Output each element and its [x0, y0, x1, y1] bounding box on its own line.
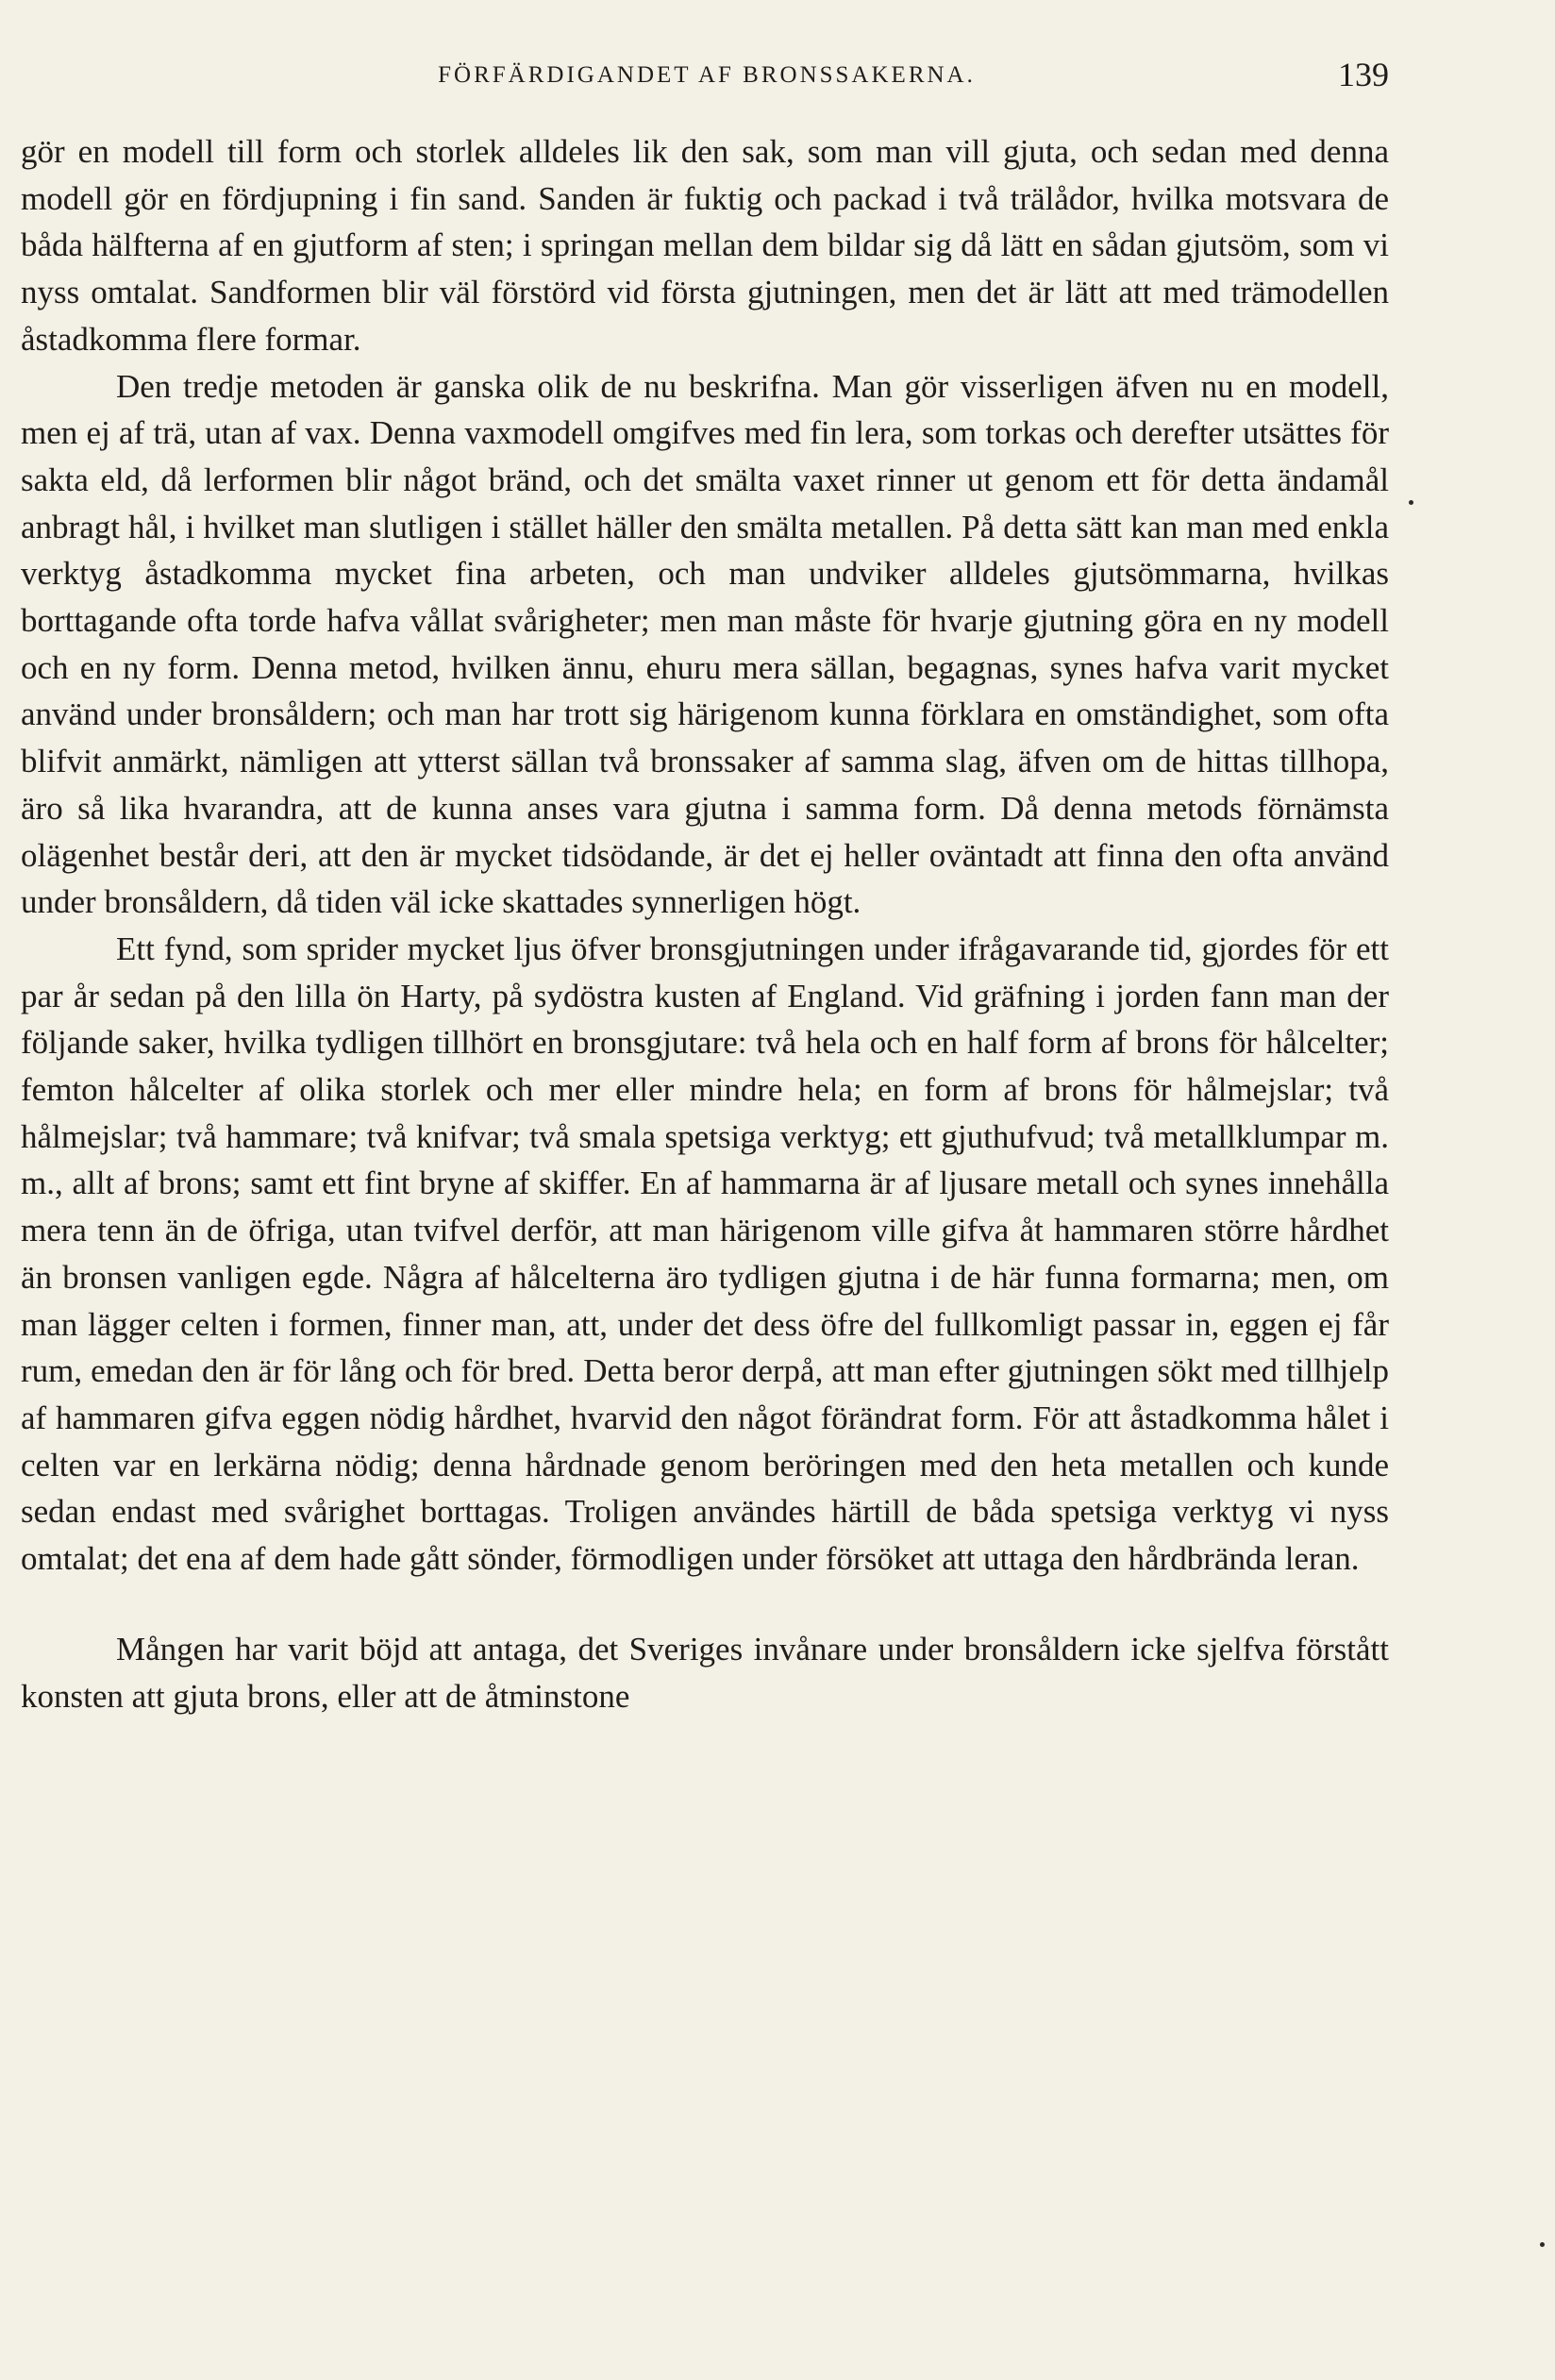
- paragraph-harty-find: Ett fynd, som sprider mycket ljus öfver bronsgjutningen under ifrågavarande tid, gjordes för ett par år sedan på den lilla ön Harty, på sydöstra kusten af England. Vid gräfning i jorden fann man der följande saker, hvilka tydligen tillhört en bronsgjutare: två hela och en half form af brons för hålcelter; femton hålcelter af olika storlek och mer eller mindre hela; en form af brons för hålmejslar; två hålmejslar; två hammare; två knifvar; två smala spetsiga verktyg; ett gjuthufvud; två metallklumpar m. m., allt af brons; samt ett fint bryne af skiffer. En af hammarna är af ljusare metall och synes innehålla mera tenn än de öfriga, utan tvifvel derför, att man härigenom ville gifva åt hammaren större hårdhet än bronsen vanligen egde. Några af hålcelterna äro tydligen gjutna i de här funna formarna; men, om man lägger celten i formen, finner man, att, under det dess öfre del fullkomligt passar in, eggen ej får rum, emedan den är för lång och för bred. Detta beror derpå, att man efter gjutningen sökt med tillhjelp af hammaren gifva eggen nödig hårdhet, hvarvid den något förändrat form. För att åstadkomma hålet i celten var en lerkärna nödig; denna hårdnade genom beröringen med den heta metallen och kunde sedan endast med svårighet borttagas. Troligen användes härtill de båda spetsiga verktyg vi nyss omtalat; det ena af dem hade gått sönder, förmodligen under försöket att uttaga den hårdbrända leran.: [21, 930, 1389, 1578]
- body-text: [21, 128, 1389, 1719]
- page-number: 139: [1338, 56, 1389, 93]
- paragraph-continued: gör en modell till form och storlek alldeles lik den sak, som man vill gjuta, och sedan med denna modell gör en fördjupning i fin sand. Sanden är fuktig och packad i två trälådor, hvilka motsvara de båda hälfterna af en gjutform af sten; i springan mellan dem bildar sig då lätt en sådan gjutsöm, som vi nyss omtalat. Sandformen blir väl förstörd vid första gjutningen, men det är lätt att med trämodellen åstadkomma flere formar.: [21, 133, 1389, 358]
- paragraph-third-method: Den tredje metoden är ganska olik de nu beskrifna. Man gör visserligen äfven nu en modell, men ej af trä, utan af vax. Denna vaxmodell omgifves med fin lera, som torkas och derefter utsättes för sakta eld, då lerformen blir något bränd, och det smälta vaxet rinner ut genom ett för detta ändamål anbragt hål, i hvilket man slutligen i stället häller den smälta metallen. På detta sätt kan man med enkla verktyg åstadkomma mycket fina arbeten, och man undviker alldeles gjutsömmarna, hvilkas borttagande ofta torde hafva vållat svårigheter; men man måste för hvarje gjutning göra en ny modell och en ny form. Denna metod, hvilken ännu, ehuru mera sällan, begagnas, synes hafva varit mycket använd under bronsåldern; och man har trott sig härigenom kunna förklara en omständighet, som ofta blifvit anmärkt, nämligen att ytterst sällan två bronssaker af samma slag, äfven om de hittas tillhopa, äro så lika hvarandra, att de kunna anses vara gjutna i samma form. Då denna metods förnämsta olägenhet består deri, att den är mycket tidsödande, är det ej heller oväntadt att finna den ofta använd under bronsåldern, då tiden väl icke skattades synnerligen högt.: [21, 367, 1389, 921]
- running-head: FÖRFÄRDIGANDET AF BRONSSAKERNA.: [438, 62, 976, 88]
- print-speck: [1540, 2242, 1545, 2247]
- print-speck: [1409, 500, 1413, 505]
- page-header: [25, 55, 1389, 96]
- paragraph-swedish-bronze: Mången har varit böjd att antaga, det Sveriges invånare under bronsåldern icke sjelfva förstått konsten att gjuta brons, eller att de åtminstone: [21, 1630, 1389, 1715]
